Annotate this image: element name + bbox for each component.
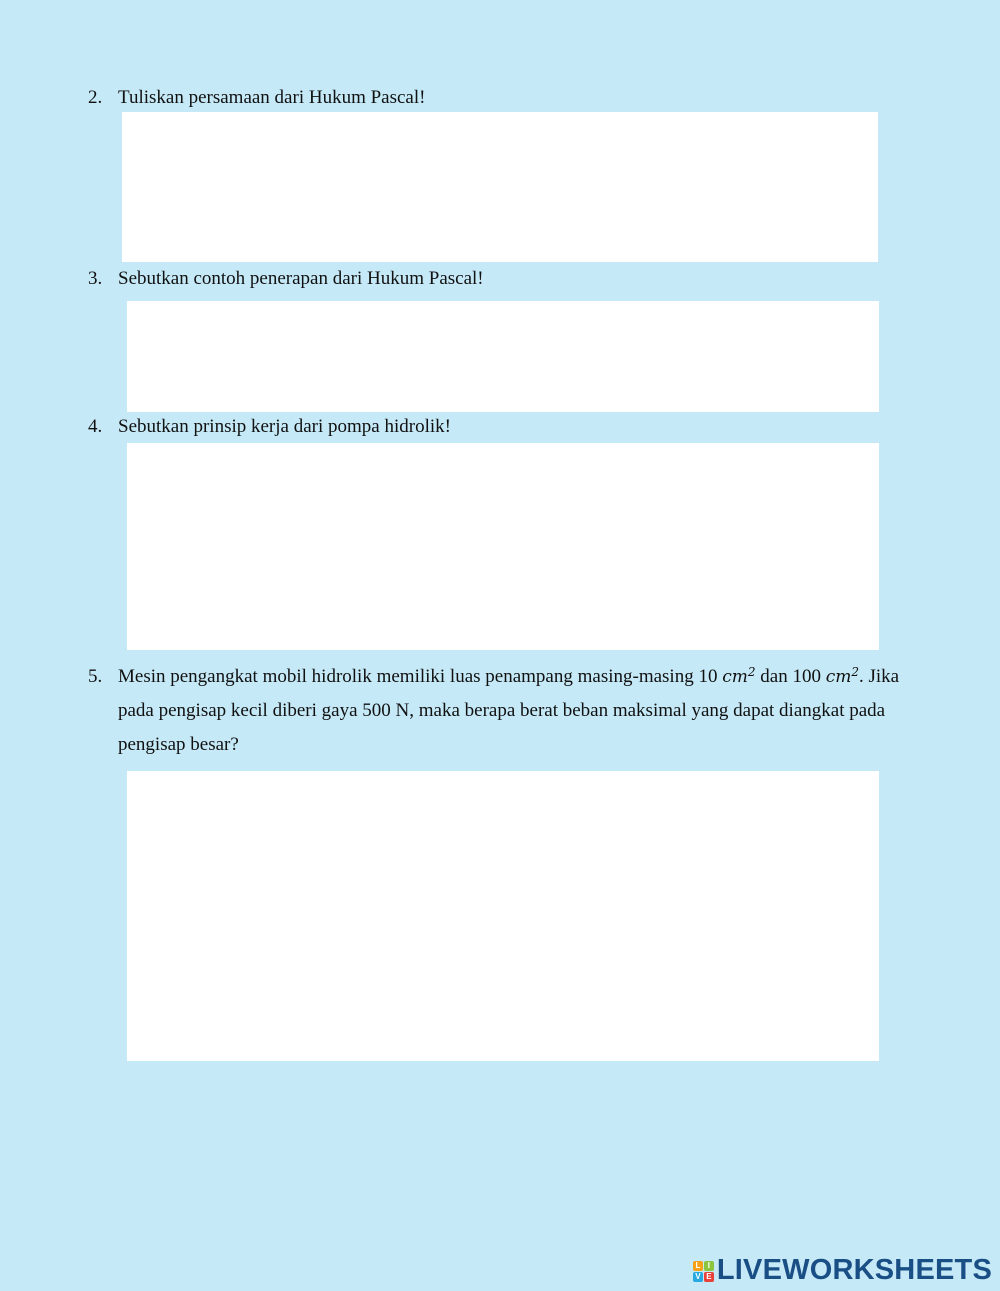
question-text: Tuliskan persamaan dari Hukum Pascal! xyxy=(118,87,426,108)
logo-mark-e: E xyxy=(704,1272,714,1282)
logo-mark-v: V xyxy=(693,1272,703,1282)
math-unit-exponent: 2 xyxy=(851,665,859,679)
logo-text: LIVEWORKSHEETS xyxy=(716,1253,992,1286)
answer-box-question-3[interactable] xyxy=(127,301,879,412)
question-text: Sebutkan prinsip kerja dari pompa hidrolik! xyxy=(118,416,451,437)
question-text: Sebutkan contoh penerapan dari Hukum Pascal! xyxy=(118,268,484,289)
math-unit-exponent: 2 xyxy=(747,665,756,679)
question-3 xyxy=(88,262,908,296)
question-text-part-1: Mesin pengangkat mobil hidrolik memiliki luas penampang masing-masing 10 xyxy=(118,666,723,687)
answer-box-question-4[interactable] xyxy=(127,443,879,650)
question-4 xyxy=(88,410,908,444)
liveworksheets-logo xyxy=(693,1253,992,1287)
question-number: 2. xyxy=(88,87,103,108)
question-number: 3. xyxy=(88,268,103,289)
math-unit-base: cm xyxy=(825,667,852,687)
liveworksheets-logo-mark-icon xyxy=(693,1261,714,1282)
answer-box-question-5[interactable] xyxy=(127,771,879,1061)
math-unit-2 xyxy=(826,667,859,687)
question-text-part-3: . Jika pada pengisap kecil diberi gaya 500 N, maka berapa berat beban maksimal yang dapat diangkat pada pengisap besar? xyxy=(118,666,900,755)
question-2 xyxy=(88,81,908,115)
question-5 xyxy=(88,660,928,762)
math-unit-base: cm xyxy=(722,667,748,687)
answer-box-question-2[interactable] xyxy=(122,112,878,262)
logo-mark-l: L xyxy=(693,1261,703,1271)
math-unit-1 xyxy=(722,667,755,687)
question-text xyxy=(118,660,928,762)
logo-mark-i: I xyxy=(704,1261,714,1271)
question-text-part-2: dan 100 xyxy=(755,666,826,687)
question-number: 5. xyxy=(88,666,103,687)
question-number: 4. xyxy=(88,416,103,437)
